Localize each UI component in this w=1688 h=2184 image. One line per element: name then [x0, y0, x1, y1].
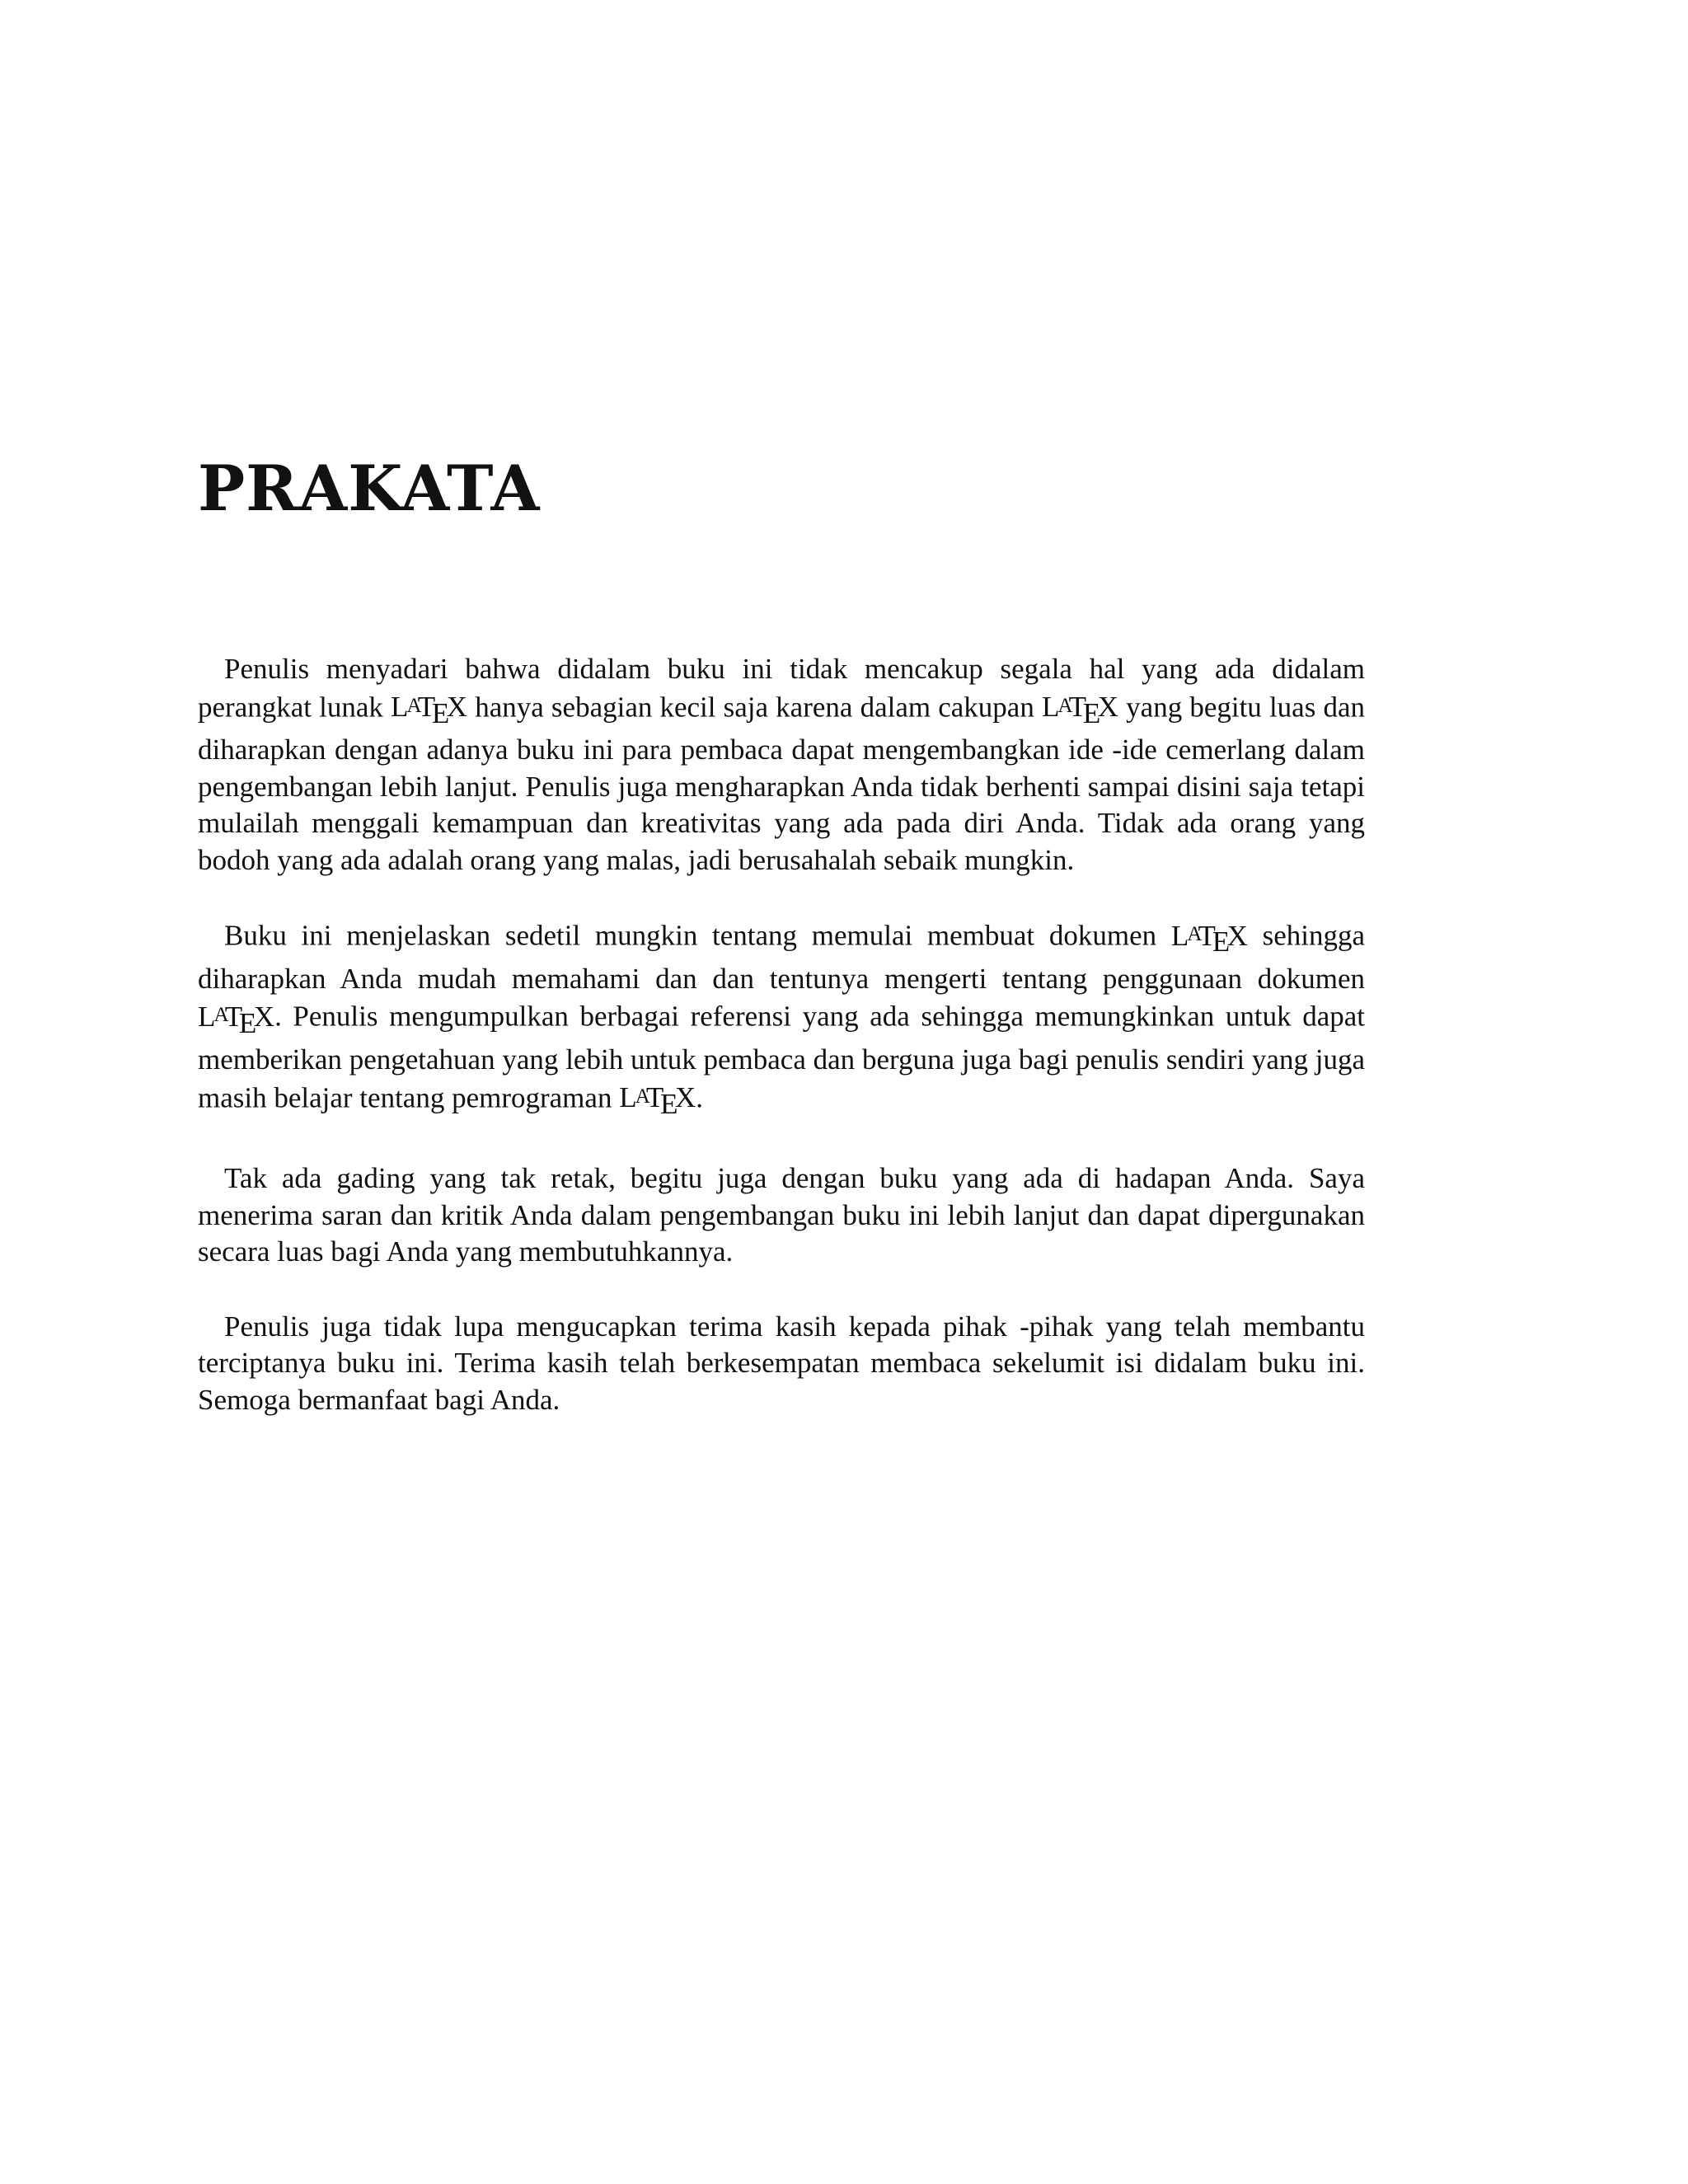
document-page — [198, 0, 1365, 2184]
preface-paragraph-1: Penulis menyadari bahwa didalam buku ini tidak mencakup segala hal yang ada didalam perangkat lunak LATEX hanya sebagian kecil saja karena dalam cakupan LATEX yang begitu luas dan diharapkan dengan adanya buku ini para pembaca dapat mengembangkan ide -ide cemerlang dalam pengembangan lebih lanjut. Penulis juga mengharapkan Anda tidak berhenti sampai disini saja tetapi mulailah menggali kemampuan dan kreativitas yang ada pada diri Anda. Tidak ada orang yang bodoh yang ada adalah orang yang malas, jadi berusahalah sebaik mungkin. — [198, 653, 1365, 876]
preface-paragraph-3: Tak ada gading yang tak retak, begitu juga dengan buku yang ada di hadapan Anda. Saya menerima saran dan kritik Anda dalam pengembangan buku ini lebih lanjut dan dapat dipergunakan secara luas bagi Anda yang membutuhkannya. — [198, 1162, 1365, 1268]
latex-logo: LATEX — [1170, 919, 1248, 958]
latex-logo: LATEX — [1041, 691, 1119, 729]
latex-logo: LATEX — [198, 1000, 275, 1039]
latex-logo: LATEX — [619, 1081, 696, 1120]
preface-body — [198, 651, 1365, 1456]
preface-paragraph-2: Buku ini menjelaskan sedetil mungkin tentang memulai membuat dokumen LATEX sehingga diharapkan Anda mudah memahami dan dan tentunya mengerti tentang penggunaan dokumen LATEX. Penulis mengumpulkan berbagai referensi yang ada sehingga memungkinkan untuk dapat memberikan pengetahuan yang lebih untuk pembaca dan berguna juga bagi penulis sendiri yang juga masih belajar tentang pemrograman LATEX. — [198, 919, 1365, 1120]
preface-paragraph-4: Penulis juga tidak lupa mengucapkan terima kasih kepada pihak -pihak yang telah membantu terciptanya buku ini. Terima kasih telah berkesempatan membaca sekelumit isi didalam buku ini. Semoga bermanfaat bagi Anda. — [198, 1310, 1365, 1416]
page-title: PRAKATA — [198, 452, 541, 525]
latex-logo: LATEX — [391, 691, 468, 729]
